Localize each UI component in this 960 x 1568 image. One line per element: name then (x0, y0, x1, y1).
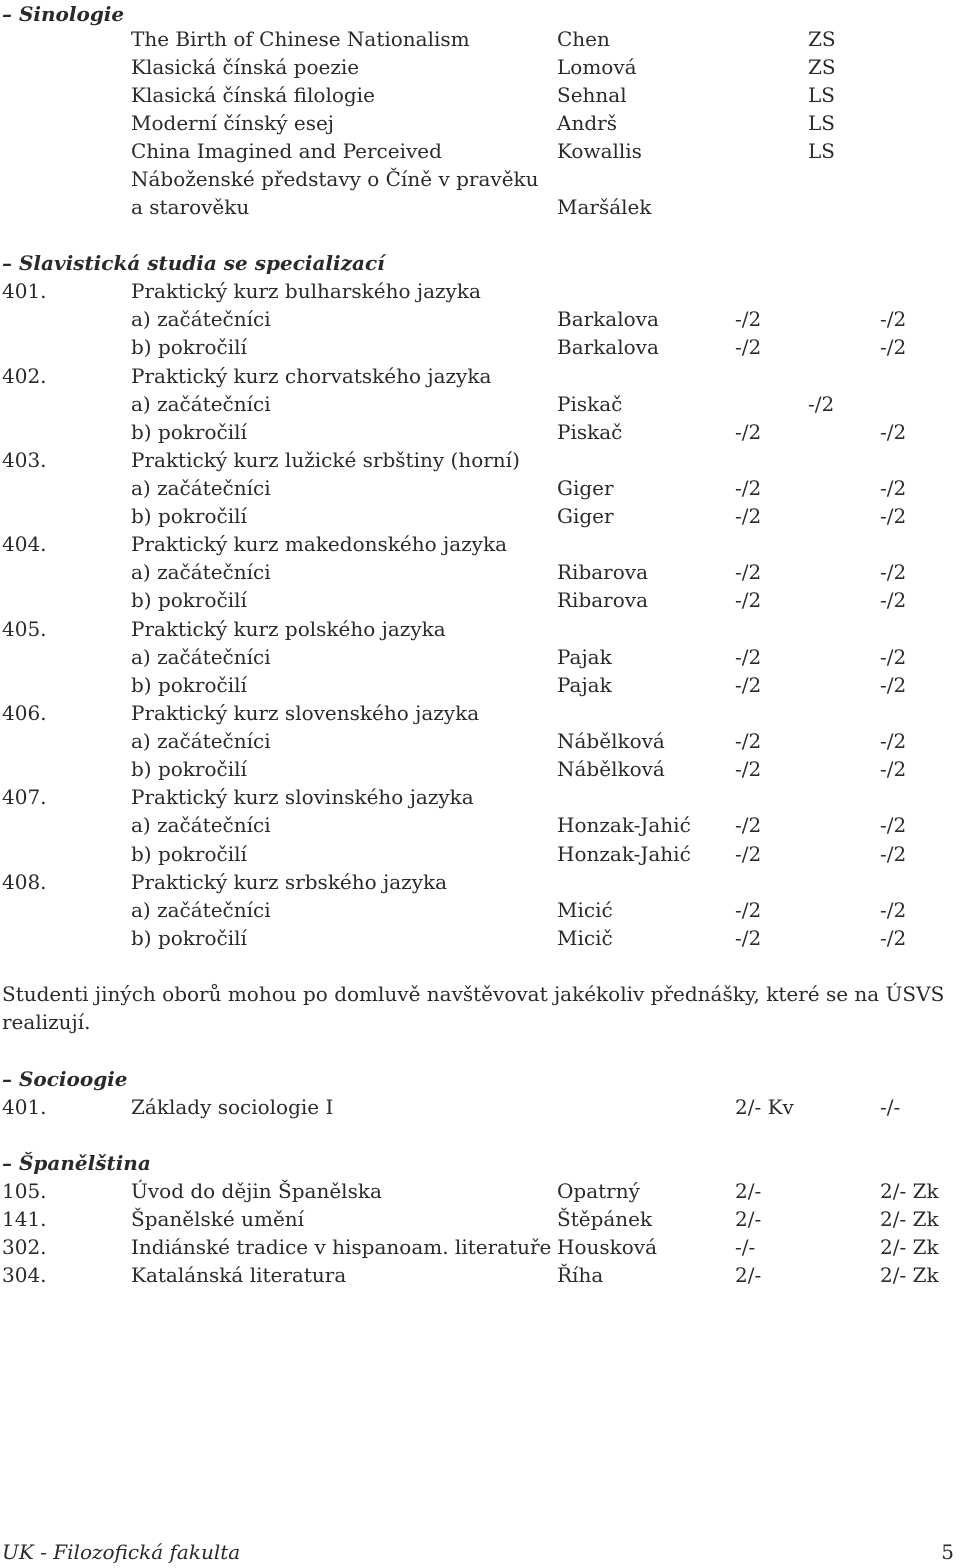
course-number: 141. (2, 1207, 47, 1231)
summer-hours: -/2 (880, 307, 907, 331)
course-title: Náboženské představy o Číně v pravěku (131, 167, 539, 191)
summer-hours: -/2 (880, 645, 907, 669)
summer-hours: -/- (880, 1095, 901, 1119)
summer-hours: 2/- Zk (880, 1235, 939, 1259)
course-lecturer: Ribarova (557, 560, 649, 584)
winter-hours: -/2 (735, 729, 762, 753)
course-number: 408. (2, 870, 47, 894)
course-title: Moderní čínský esej (131, 111, 335, 135)
course-semester: ZS (808, 55, 836, 79)
winter-hours: -/2 (735, 335, 762, 359)
course-lecturer: Sehnal (557, 83, 627, 107)
course-title: Praktický kurz polského jazyka (131, 617, 446, 641)
course-title: Praktický kurz slovinského jazyka (131, 785, 474, 809)
summer-hours: -/2 (880, 926, 907, 950)
course-number: 402. (2, 364, 47, 388)
course-subrow (0, 586, 960, 614)
course-lecturer: Giger (557, 476, 614, 500)
course-subrow (0, 502, 960, 530)
section-heading-slavistika: – Slavistická studia se specializací (2, 251, 385, 275)
course-subrow (0, 305, 960, 333)
course-lecturer: Maršálek (557, 195, 652, 219)
course-title: Klasická čínská poezie (131, 55, 360, 79)
table-row (0, 53, 960, 81)
course-semester: LS (808, 83, 835, 107)
table-row (0, 165, 960, 193)
course-number: 404. (2, 532, 47, 556)
page-number: 5 (941, 1540, 954, 1564)
course-lecturer: Housková (557, 1235, 658, 1259)
winter-hours: -/2 (735, 307, 762, 331)
section-heading-sociologie: – Socioogie (2, 1067, 128, 1091)
course-lecturer: Opatrný (557, 1179, 640, 1203)
summer-hours: -/2 (880, 729, 907, 753)
course-title: Španělské umění (131, 1207, 305, 1231)
course-semester: ZS (808, 27, 836, 51)
course-title: Praktický kurz srbského jazyka (131, 870, 448, 894)
slavistika-heading-line (0, 249, 960, 277)
level-label: b) pokročilí (131, 335, 247, 359)
level-label: a) začátečníci (131, 813, 271, 837)
course-subrow (0, 474, 960, 502)
summer-hours: 2/- Zk (880, 1179, 939, 1203)
course-row (0, 615, 960, 643)
course-title: Základy sociologie I (131, 1095, 334, 1119)
course-number: 304. (2, 1263, 47, 1287)
course-lecturer: Kowallis (557, 139, 642, 163)
section-heading-sinologie: – Sinologie (2, 2, 125, 26)
winter-hours: -/2 (735, 504, 762, 528)
level-label: a) začátečníci (131, 645, 271, 669)
table-row (0, 1261, 960, 1289)
winter-hours: -/2 (735, 842, 762, 866)
course-title: Praktický kurz makedonského jazyka (131, 532, 507, 556)
course-subrow (0, 727, 960, 755)
course-subrow (0, 390, 960, 418)
winter-hours: -/2 (735, 645, 762, 669)
level-label: b) pokročilí (131, 926, 247, 950)
table-row (0, 1205, 960, 1233)
course-lecturer: Nábělková (557, 757, 665, 781)
level-label: a) začátečníci (131, 560, 271, 584)
winter-hours: -/2 (735, 757, 762, 781)
slavistika-note: Studenti jiných oborů mohou po domluvě navštěvovat jakékoliv přednášky, které se na ÚSVS realizují. (2, 982, 945, 1034)
course-lecturer: Štěpánek (557, 1207, 653, 1231)
section-heading-spanelstina: – Španělština (2, 1151, 151, 1175)
winter-hours: 2/- (735, 1179, 762, 1203)
spanelstina-heading-line (0, 1149, 960, 1177)
course-number: 401. (2, 279, 47, 303)
course-subrow (0, 840, 960, 868)
winter-hours: -/2 (735, 588, 762, 612)
summer-hours: -/2 (880, 898, 907, 922)
footer-institution: UK - Filozofická fakulta (2, 1540, 241, 1564)
course-row (0, 277, 960, 305)
winter-hours: -/2 (735, 476, 762, 500)
sociologie-heading-line (0, 1065, 960, 1093)
summer-hours: -/2 (880, 588, 907, 612)
course-number: 302. (2, 1235, 47, 1259)
course-subrow (0, 333, 960, 361)
course-row (0, 446, 960, 474)
course-number: 105. (2, 1179, 47, 1203)
course-lecturer: Ribarova (557, 588, 649, 612)
course-number: 403. (2, 448, 47, 472)
course-subrow (0, 896, 960, 924)
course-row (0, 699, 960, 727)
level-label: b) pokročilí (131, 504, 247, 528)
course-row (0, 362, 960, 390)
course-title: Indiánské tradice v hispanoam. literatuře (131, 1235, 552, 1259)
course-lecturer: Lomová (557, 55, 637, 79)
winter-hours: -/2 (735, 420, 762, 444)
course-subrow (0, 643, 960, 671)
summer-hours: -/2 (880, 504, 907, 528)
winter-hours: 2/- (735, 1207, 762, 1231)
table-row (0, 193, 960, 221)
level-label: b) pokročilí (131, 842, 247, 866)
winter-hours: -/2 (735, 898, 762, 922)
table-row (0, 1177, 960, 1205)
winter-hours: -/2 (735, 673, 762, 697)
course-lecturer: Barkalova (557, 307, 659, 331)
level-label: a) začátečníci (131, 307, 271, 331)
summer-hours: -/2 (880, 757, 907, 781)
course-lecturer: Nábělková (557, 729, 665, 753)
course-number: 405. (2, 617, 47, 641)
course-title: China Imagined and Perceived (131, 139, 442, 163)
summer-hours: -/2 (880, 476, 907, 500)
summer-hours: -/2 (880, 673, 907, 697)
course-subrow (0, 811, 960, 839)
course-row (0, 530, 960, 558)
course-lecturer: Pajak (557, 645, 612, 669)
course-subrow (0, 924, 960, 952)
course-lecturer: Piskač (557, 420, 623, 444)
table-row (0, 25, 960, 53)
course-title: a starověku (131, 195, 250, 219)
course-lecturer: Andrš (557, 111, 617, 135)
course-number: 406. (2, 701, 47, 725)
summer-hours: -/2 (880, 842, 907, 866)
course-lecturer: Giger (557, 504, 614, 528)
summer-hours: -/2 (880, 335, 907, 359)
course-lecturer: Chen (557, 27, 610, 51)
level-label: b) pokročilí (131, 588, 247, 612)
winter-hours: 2/- Kv (735, 1095, 794, 1119)
level-label: a) začátečníci (131, 729, 271, 753)
course-subrow (0, 418, 960, 446)
course-lecturer: Honzak-Jahić (557, 813, 691, 837)
course-title: Praktický kurz slovenského jazyka (131, 701, 480, 725)
course-row (0, 868, 960, 896)
level-label: a) začátečníci (131, 476, 271, 500)
level-label: b) pokročilí (131, 420, 247, 444)
level-label: b) pokročilí (131, 673, 247, 697)
table-row (0, 109, 960, 137)
course-row (0, 783, 960, 811)
course-lecturer: Micić (557, 898, 613, 922)
course-subrow (0, 671, 960, 699)
course-title: Katalánská literatura (131, 1263, 347, 1287)
table-row (0, 1093, 960, 1121)
course-subrow (0, 755, 960, 783)
course-semester: LS (808, 111, 835, 135)
summer-hours: -/2 (880, 420, 907, 444)
course-lecturer: Honzak-Jahić (557, 842, 691, 866)
level-label: a) začátečníci (131, 898, 271, 922)
summer-hours: 2/- Zk (880, 1263, 939, 1287)
winter-hours: -/2 (735, 560, 762, 584)
course-number: 407. (2, 785, 47, 809)
course-lecturer: Piskač (557, 392, 623, 416)
winter-hours: -/2 (735, 926, 762, 950)
summer-hours: -/2 (808, 392, 835, 416)
course-subrow (0, 558, 960, 586)
summer-hours: -/2 (880, 560, 907, 584)
winter-hours: 2/- (735, 1263, 762, 1287)
course-lecturer: Micič (557, 926, 613, 950)
course-lecturer: Barkalova (557, 335, 659, 359)
course-title: Praktický kurz bulharského jazyka (131, 279, 481, 303)
course-semester: LS (808, 139, 835, 163)
winter-hours: -/- (735, 1235, 756, 1259)
level-label: a) začátečníci (131, 392, 271, 416)
table-row (0, 1233, 960, 1261)
course-lecturer: Pajak (557, 673, 612, 697)
course-title: Praktický kurz chorvatského jazyka (131, 364, 492, 388)
table-row (0, 81, 960, 109)
winter-hours: -/2 (735, 813, 762, 837)
course-title: Úvod do dějin Španělska (131, 1179, 382, 1203)
course-lecturer: Říha (557, 1263, 604, 1287)
course-title: Praktický kurz lužické srbštiny (horní) (131, 448, 520, 472)
table-row (0, 137, 960, 165)
course-title: Klasická čínská filologie (131, 83, 375, 107)
level-label: b) pokročilí (131, 757, 247, 781)
summer-hours: 2/- Zk (880, 1207, 939, 1231)
course-number: 401. (2, 1095, 47, 1119)
course-title: The Birth of Chinese Nationalism (131, 27, 470, 51)
sinologie-heading-line (0, 0, 960, 28)
summer-hours: -/2 (880, 813, 907, 837)
